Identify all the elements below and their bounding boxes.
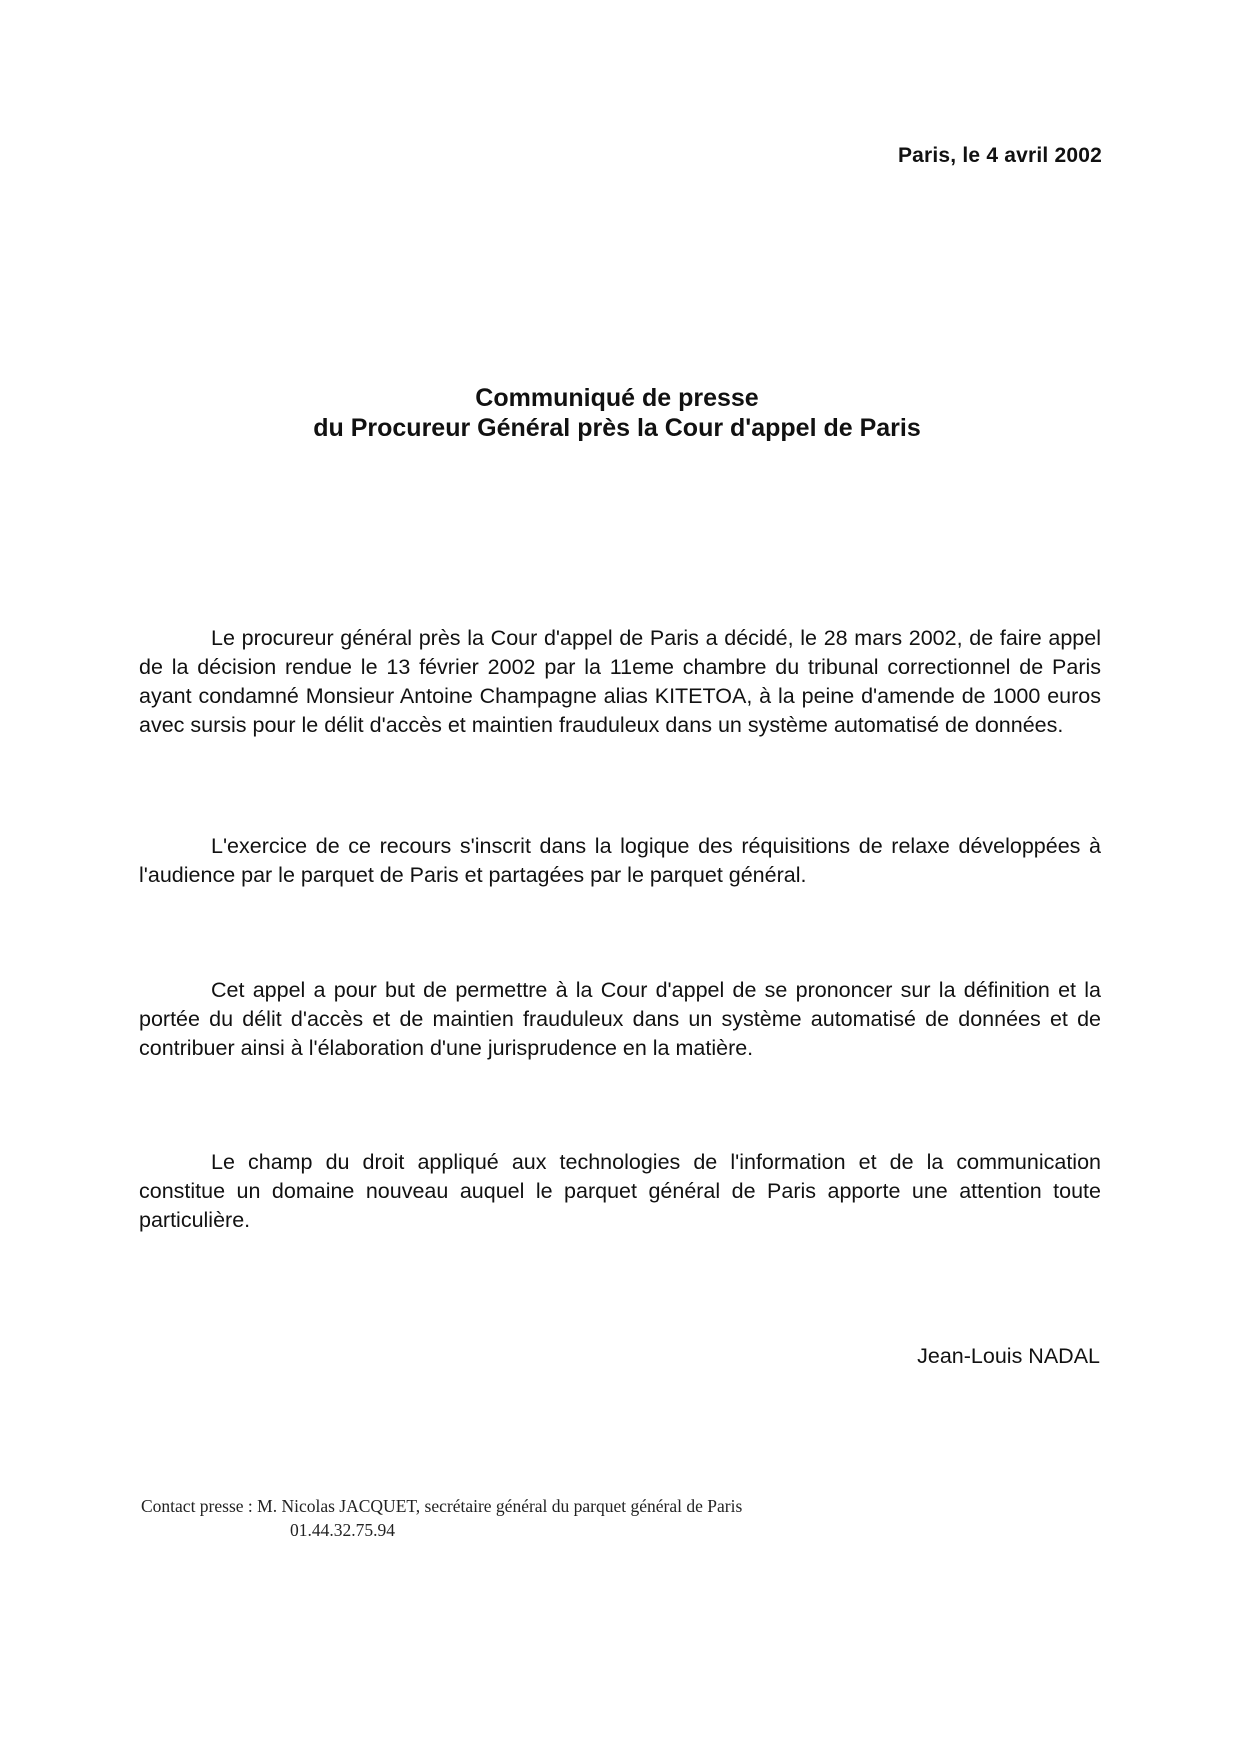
body-paragraph-4: Le champ du droit appliqué aux technologies de l'information et de la communication constitue un domaine nouveau auquel le parquet général de Paris apporte une attention toute particulière. (139, 1150, 1101, 1232)
document-date: Paris, le 4 avril 2002 (897, 144, 1102, 167)
body-paragraph-3: Cet appel a pour but de permettre à la Cour d'appel de se prononcer sur la définition et la portée du délit d'accès et de maintien frauduleux dans un système automatisé de données et de contribuer ainsi à l'élaboration d'une jurisprudence en la matière. (139, 978, 1101, 1060)
title-line-2: du Procureur Général près la Cour d'appel de Paris (313, 414, 921, 442)
body-paragraph-2: L'exercice de ce recours s'inscrit dans la logique des réquisitions de relaxe développées à l'audience par le parquet de Paris et partagées par le parquet général. (139, 834, 1101, 887)
title-line-1: Communiqué de presse (475, 384, 759, 412)
body-paragraph-1: Le procureur général près la Cour d'appel de Paris a décidé, le 28 mars 2002, de faire appel de la décision rendue le 13 février 2002 par la 11eme chambre du tribunal correctionnel de Paris ayant condamné Monsieur Antoine Champagne alias KITETOA, à la peine d'amende de 1000 euros avec sursis pour le délit d'accès et maintien frauduleux dans un système automatisé de données. (139, 626, 1101, 737)
signature-name: Jean-Louis NADAL (917, 1344, 1100, 1368)
press-contact-phone: 01.44.32.75.94 (290, 1520, 395, 1540)
document-title (0, 383, 1234, 443)
press-contact: Contact presse : M. Nicolas JACQUET, secrétaire général du parquet général de Paris (141, 1496, 743, 1516)
